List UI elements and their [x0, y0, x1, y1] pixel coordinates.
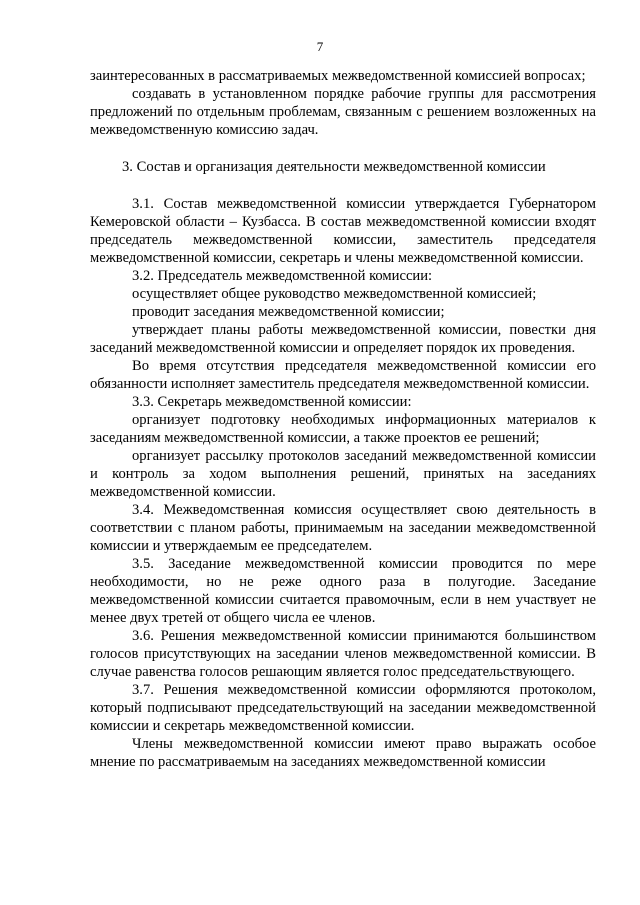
paragraph: создавать в установленном порядке рабочие группы для рассмотрения предложений по отдельным проблемам, связанным с решением возложенных на межведомственную комиссию задач.	[90, 86, 596, 138]
paragraph: утверждает планы работы межведомственной комиссии, повестки дня заседаний межведомственной комиссии и определяет порядок их проведения.	[90, 322, 596, 356]
paragraph: Во время отсутствия председателя межведомственной комиссии его обязанности исполняет заместитель председателя межведомственной комиссии.	[90, 358, 596, 392]
paragraph: заинтересованных в рассматриваемых межведомственной комиссией вопросах;	[90, 68, 586, 84]
paragraph: 3.3. Секретарь межведомственной комиссии:	[132, 394, 412, 410]
page-number: 7	[316, 39, 324, 54]
paragraph: проводит заседания межведомственной комиссии;	[132, 304, 445, 320]
paragraph: 3.1. Состав межведомственной комиссии утверждается Губернатором Кемеровской области – Кузбасса. В состав межведомственной комиссии входят председатель межведомственной комиссии, заместитель председателя межведомственной комиссии, секретарь и члены межведомственной комиссии.	[90, 196, 596, 266]
section-heading: 3. Состав и организация деятельности межведомственной комиссии	[122, 159, 546, 175]
paragraph: 3.6. Решения межведомственной комиссии принимаются большинством голосов присутствующих на заседании членов межведомственной комиссии. В случае равенства голосов решающим является голос председательствующего.	[90, 628, 596, 680]
paragraph: Члены межведомственной комиссии имеют право выражать особое мнение по рассматриваемым на заседаниях межведомственной комиссии	[90, 736, 596, 770]
document-body	[90, 67, 596, 771]
paragraph: 3.7. Решения межведомственной комиссии оформляются протоколом, который подписывают председательствующий на заседании межведомственной комиссии и секретарь межведомственной комиссии.	[90, 682, 596, 734]
paragraph: организует подготовку необходимых информационных материалов к заседаниям межведомственной комиссии, а также проектов ее решений;	[90, 412, 596, 446]
paragraph: организует рассылку протоколов заседаний межведомственной комиссии и контроль за ходом выполнения решений, принятых на заседаниях межведомственной комиссии.	[90, 448, 596, 500]
paragraph: 3.4. Межведомственная комиссия осуществляет свою деятельность в соответствии с планом работы, принимаемым на заседании межведомственной комиссии и утверждаемым ее председателем.	[90, 502, 596, 554]
paragraph: 3.5. Заседание межведомственной комиссии проводится по мере необходимости, но не реже одного раза в полугодие. Заседание межведомственной комиссии считается правомочным, если в нем участвует не менее двух третей от общего числа ее членов.	[90, 556, 596, 626]
paragraph: осуществляет общее руководство межведомственной комиссией;	[132, 286, 537, 302]
paragraph: 3.2. Председатель межведомственной комиссии:	[132, 268, 433, 284]
